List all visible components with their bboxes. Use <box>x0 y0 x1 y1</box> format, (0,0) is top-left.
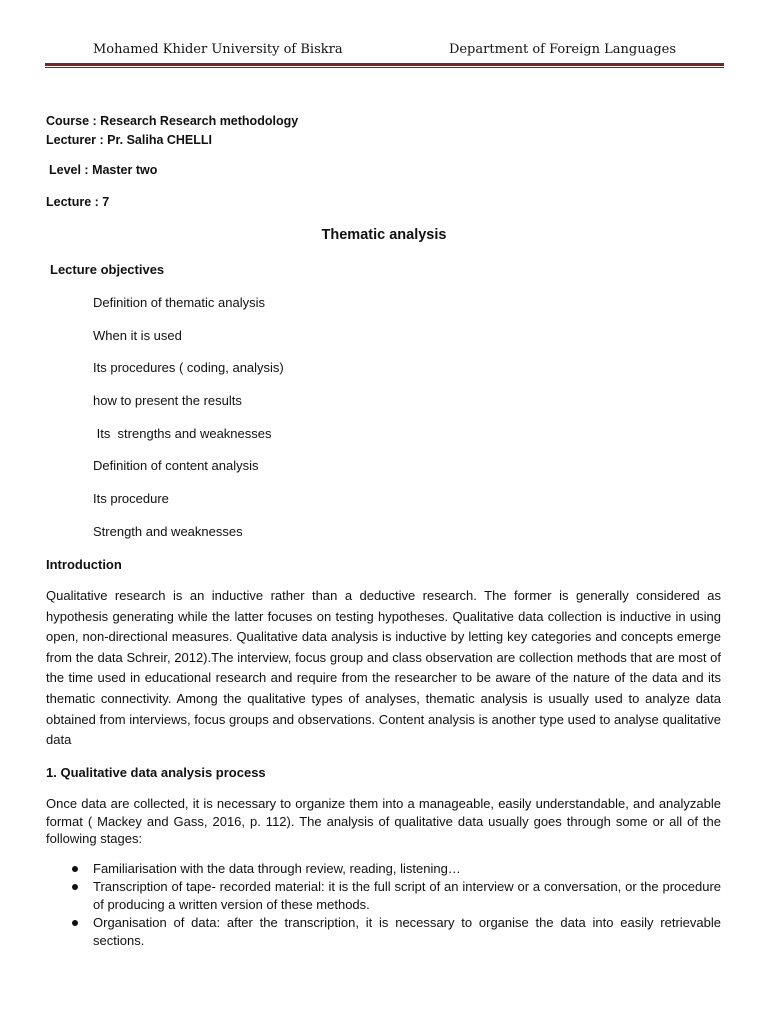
level-line: Level : Master two <box>49 163 158 177</box>
page-title: Thematic analysis <box>321 227 447 243</box>
bullet-icon <box>72 920 78 926</box>
lecture-line: Lecture : 7 <box>46 195 110 209</box>
objective-item: Strength and weaknesses <box>93 524 243 539</box>
stages-list <box>46 860 721 950</box>
list-item <box>46 860 721 878</box>
department-name: Department of Foreign Languages <box>448 42 676 57</box>
page-header <box>46 42 724 62</box>
objective-item: Its procedures ( coding, analysis) <box>93 360 284 375</box>
section-1-paragraph: Once data are collected, it is necessary to organize them into a manageable, easily understandable, and analyzable format ( Mackey and Gass, 2016, p. 112). The analysis of qualitative data usually goes through some or all of the following stages: <box>46 796 721 846</box>
list-item <box>46 914 721 950</box>
objective-item: When it is used <box>93 328 182 343</box>
bullet-icon <box>72 866 78 872</box>
header-rule-thin <box>45 67 724 68</box>
list-item-text: Familiarisation with the data through review, reading, listening… <box>93 861 461 876</box>
list-item <box>46 878 721 914</box>
objective-item: Definition of content analysis <box>93 458 259 473</box>
objective-item: Definition of thematic analysis <box>93 295 265 310</box>
lecturer-line: Lecturer : Pr. Saliha CHELLI <box>46 133 213 147</box>
list-item-text: Transcription of tape- recorded material: it is the full script of an interview or a conversation, or the procedure of producing a written version of these methods. <box>93 879 721 912</box>
section-1-heading: 1. Qualitative data analysis process <box>46 765 266 780</box>
header-rule-thick <box>45 63 724 66</box>
objectives-heading: Lecture objectives <box>50 262 165 277</box>
course-line: Course : Research Research methodology <box>46 114 299 128</box>
bullet-icon <box>72 884 78 890</box>
university-name: Mohamed Khider University of Biskra <box>93 42 343 57</box>
list-item-text: Organisation of data: after the transcription, it is necessary to organise the data into easily retrievable sections. <box>93 915 721 948</box>
introduction-heading: Introduction <box>46 557 122 572</box>
objective-item: Its procedure <box>93 491 169 506</box>
objective-item: Its strengths and weaknesses <box>93 426 272 441</box>
objective-item: how to present the results <box>93 393 242 408</box>
introduction-paragraph: Qualitative research is an inductive rather than a deductive research. The former is generally considered as hypothesis generating while the latter focuses on testing hypotheses. Qualitative data collection is inductive in using open, non-directional measures. Qualitative data analysis is inductive by letting key categories and concepts emerge from the data Schreir, 2012).The interview, focus group and class observation are collection methods that are most of the time used in educational research and require from the researcher to be aware of the nature of the data and its thematic connectivity. Among the qualitative types of analyses, thematic analysis is usually used to analyze data obtained from interviews, focus groups and observations. Content analysis is another type used to analyse qualitative data <box>46 588 721 748</box>
